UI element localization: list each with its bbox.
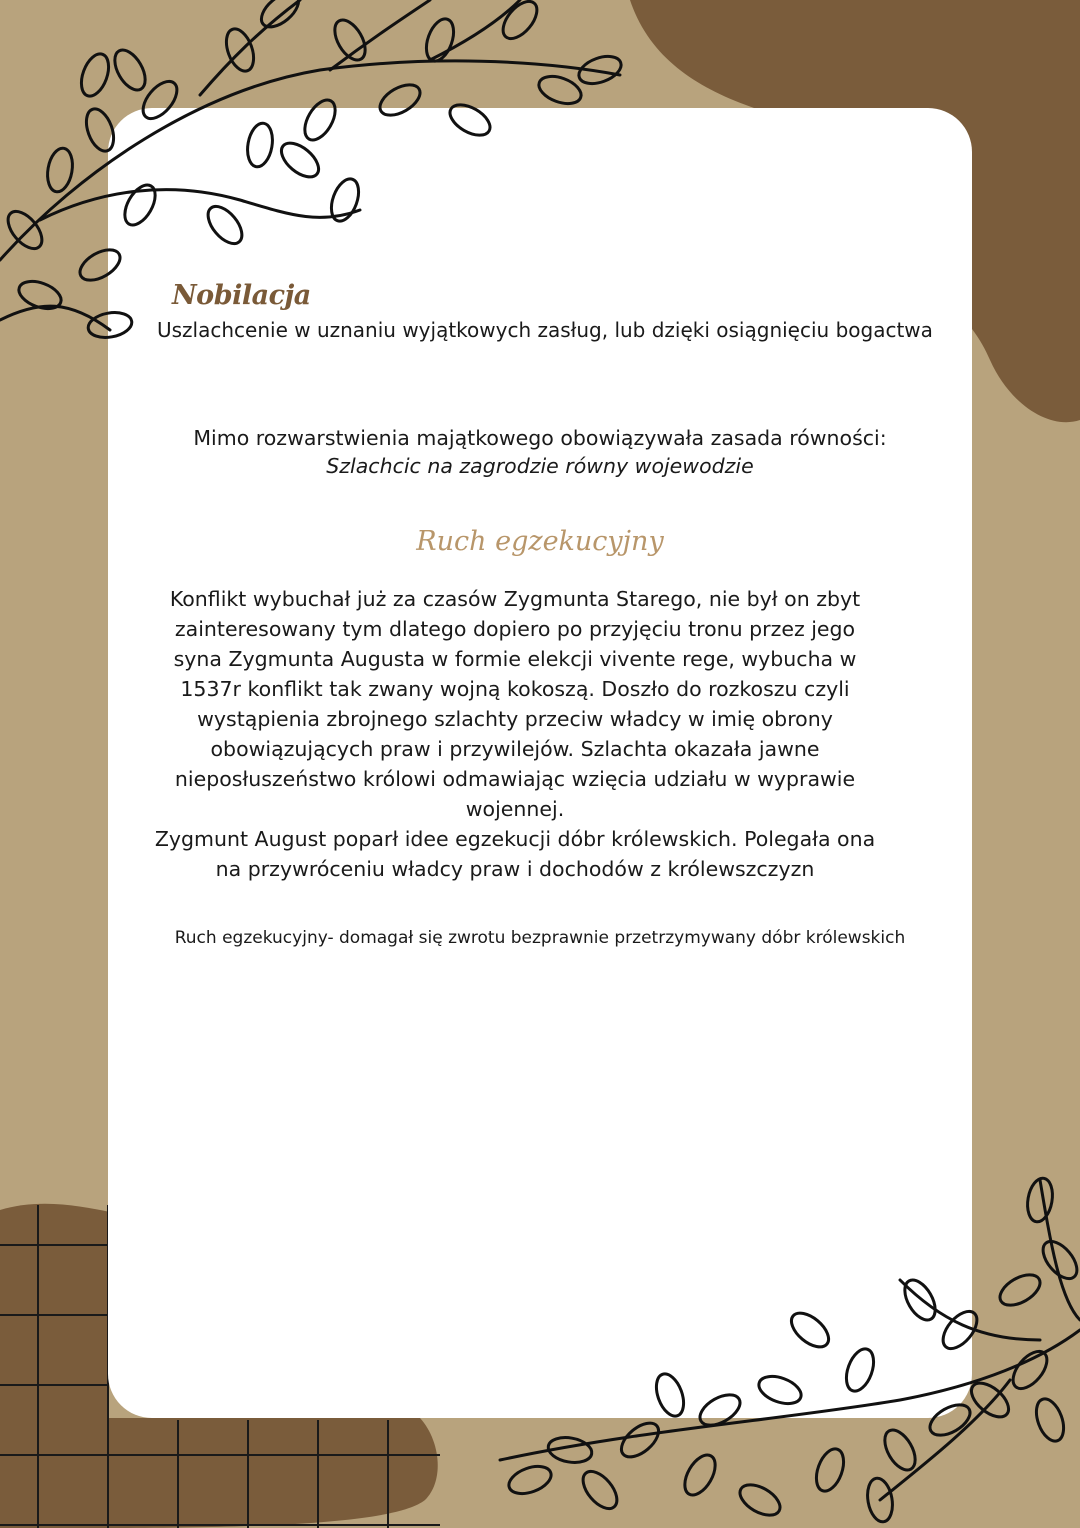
equality-principle — [140, 424, 940, 480]
ruch-paragraph-2: Zygmunt August poparł idee egzekucji dóbr królewskich. Polegała ona na przywróceniu władcy praw i dochodów z królewszczyzn — [154, 827, 876, 881]
nobilacja-definition: Uszlachcenie w uznaniu wyjątkowych zasług, lub dzięki osiągnięciu bogactwa — [157, 318, 933, 342]
equality-quote: Szlachcic na zagrodzie równy wojewodzie — [326, 454, 754, 478]
ruch-egzekucyjny-heading: Ruch egzekucyjny — [416, 526, 664, 557]
ruch-egzekucyjny-body — [150, 584, 880, 884]
equality-line: Mimo rozwarstwienia majątkowego obowiązywała zasada równości: — [193, 426, 887, 450]
ruch-paragraph-1: Konflikt wybuchał już za czasów Zygmunta Starego, nie był on zbyt zainteresowany tym dlatego dopiero po przyjęciu tronu przez jego syna Zygmunta Augusta w formie elekcji vivente rege, wybucha w 1537r konflikt tak zwany wojną kokoszą. Doszło do rozkoszu czyli wystąpienia zbrojnego szlachty przeciw władcy w imię obrony obowiązujących praw i przywilejów. Szlachta okazała jawne nieposłuszeństwo królowi odmawiając wzięcia udziału w wyprawie wojennej. — [169, 587, 861, 821]
ruch-egzekucyjny-note: Ruch egzekucyjny- domagał się zwrotu bezprawnie przetrzymywany dóbr królewskich — [174, 928, 906, 948]
brown-smear-bottom-left — [0, 1204, 110, 1528]
nobilacja-heading: Nobilacja — [172, 280, 311, 311]
